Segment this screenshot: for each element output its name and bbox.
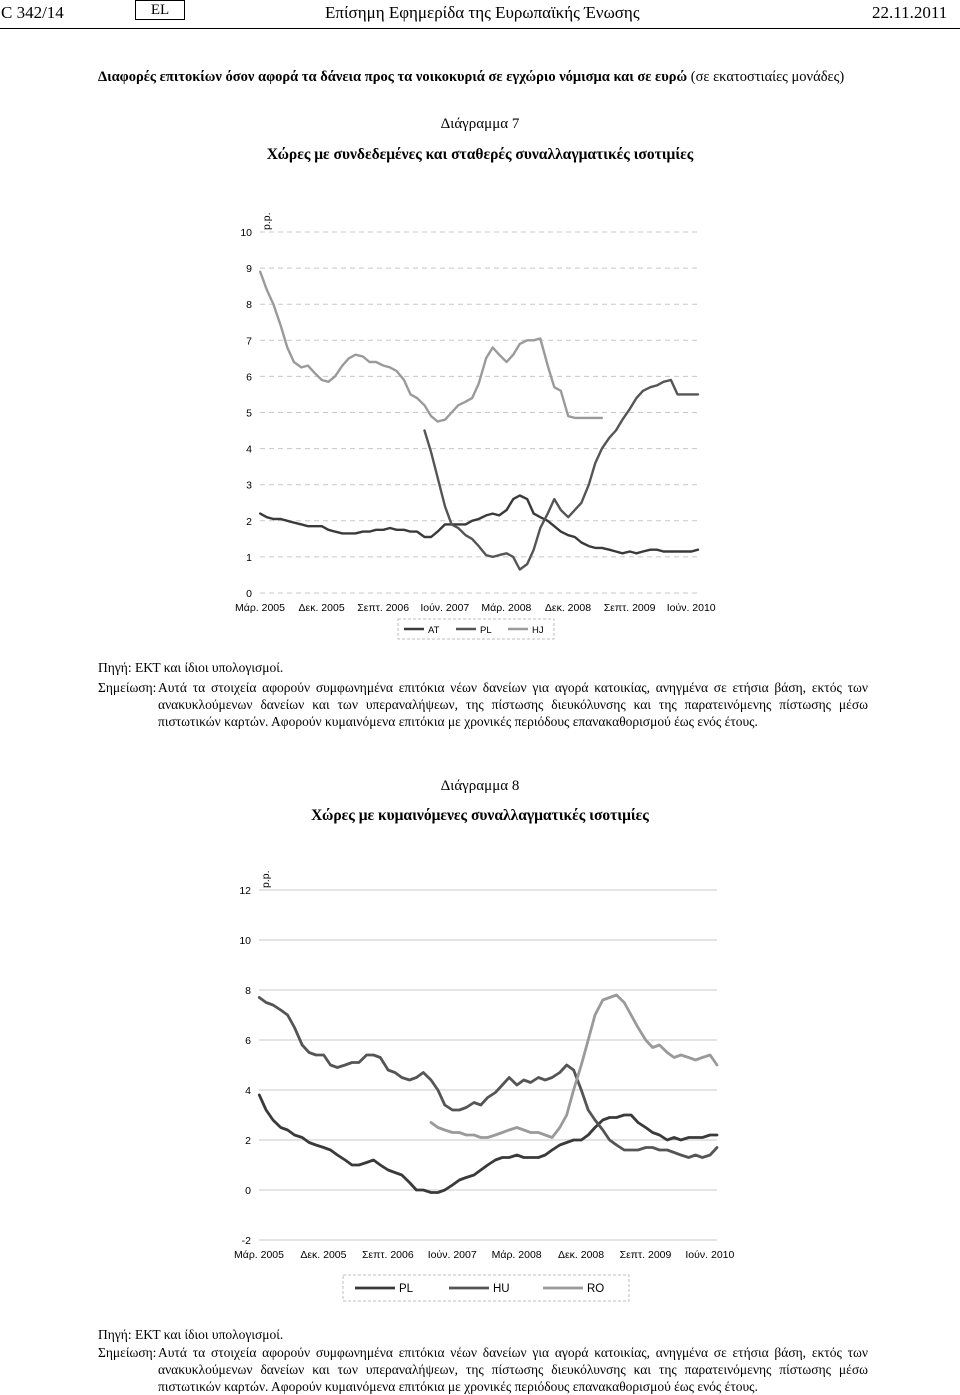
x-tick-label: Δεκ. 2008 [557, 1249, 605, 1261]
y-tick-label: 8 [245, 985, 251, 997]
y-tick-label: 10 [239, 935, 251, 947]
header-rule [0, 28, 960, 29]
y-tick-label: 0 [246, 588, 252, 600]
journal-series: C 342/14 [1, 3, 64, 22]
y-tick-label: 1 [246, 551, 252, 564]
y-tick-label: 9 [246, 263, 252, 276]
series-line-hj [260, 272, 602, 422]
chart1-note-label: Σημείωση: [98, 680, 157, 695]
y-tick-label: 4 [246, 443, 252, 456]
chart2-source: Πηγή: ΕΚΤ και ίδιοι υπολογισμοί. [98, 1327, 284, 1342]
legend-label-pl: PL [480, 625, 492, 636]
legend-label-ro: RO [587, 1283, 605, 1295]
journal-title: Επίσημη Εφημερίδα της Ευρωπαϊκής Ένωσης [325, 3, 640, 22]
x-tick-label: Δεκ. 2005 [298, 602, 345, 614]
x-tick-label: Μάρ. 2005 [234, 1249, 284, 1261]
x-tick-label: Σεπτ. 2006 [361, 1249, 414, 1261]
legend-label-at: AT [428, 625, 440, 636]
x-tick-label: Ιούν. 2010 [685, 1249, 735, 1261]
legend-label-hj: HJ [532, 625, 544, 636]
y-tick-label: 4 [245, 1085, 251, 1097]
x-tick-label: Μάρ. 2008 [481, 602, 532, 614]
x-tick-label: Σεπτ. 2006 [357, 602, 410, 614]
x-tick-label: Σεπτ. 2009 [619, 1249, 672, 1261]
x-tick-label: Δεκ. 2005 [300, 1249, 347, 1261]
chart2-note-label: Σημείωση: [98, 1345, 157, 1360]
series-line-at [260, 496, 698, 554]
language-box: EL [135, 0, 185, 20]
y-tick-label: 7 [246, 335, 252, 348]
chart1-note-text: Αυτά τα στοιχεία αφορούν συμφωνημένα επιτόκια νέων δανείων για αγορά κατοικίας, ανηγμένα σε ετήσια βάση, εκτός των ανακυκλούμενων δανείων και των υπεραναλήψεων, της πίστωσης διευκόλυνσης και της παρατεινόμενης πίστωσης μέσω πιστωτικών καρτών. Αφορούν κυμαινόμενα επιτόκια με χρονικές περιόδους επανακαθορισμού έως ενός έτους. [158, 680, 868, 729]
y-tick-label: 2 [246, 515, 252, 528]
y-tick-label: 5 [246, 407, 252, 420]
y-tick-label: 8 [246, 299, 252, 312]
x-tick-label: Μάρ. 2005 [235, 602, 285, 614]
intro-rest: (σε εκατοστιαίες μονάδες) [690, 69, 845, 85]
chart2-note [98, 1344, 868, 1394]
y-tick-label: 10 [240, 227, 252, 239]
chart1-source: Πηγή: ΕΚΤ και ίδιοι υπολογισμοί. [98, 660, 284, 675]
y-axis-label: p.p. [260, 870, 272, 888]
chart1-svg [230, 205, 716, 645]
y-tick-label: 2 [245, 1135, 251, 1147]
series-line-pl [259, 1095, 717, 1193]
chart1-number: Διάγραμμα 7 [440, 116, 520, 132]
chart2-svg [225, 860, 735, 1305]
y-tick-label: 12 [239, 885, 251, 897]
y-tick-label: 6 [246, 371, 252, 384]
x-tick-label: Σεπτ. 2009 [603, 602, 656, 614]
x-tick-label: Δεκ. 2008 [544, 602, 592, 614]
chart2-heading: Χώρες με κυμαινόμενες συναλλαγματικές ισοτιμίες [311, 807, 649, 824]
chart2-number: Διάγραμμα 8 [440, 778, 520, 794]
intro-bold: Διαφορές επιτοκίων όσον αφορά τα δάνεια προς τα νοικοκυριά σε εγχώριο νόμισμα και σε ευρώ [98, 69, 688, 85]
chart2-note-text: Αυτά τα στοιχεία αφορούν συμφωνημένα επιτόκια νέων δανείων για αγορά κατοικίας, ανηγμένα σε ετήσια βάση, εκτός των ανακυκλούμενων δανείων και των υπεραναλήψεων, της πίστωσης διευκόλυνσης και της παρατεινόμενης πίστωσης μέσω πιστωτικών καρτών. Αφορούν κυμαινόμενα επιτόκια με χρονικές περιόδους επανακαθορισμού έως ενός έτους. [158, 1345, 868, 1394]
x-tick-label: Ιούν. 2007 [427, 1249, 477, 1261]
intro-text [98, 68, 868, 87]
series-line-hu [259, 998, 717, 1158]
journal-date: 22.11.2011 [872, 3, 948, 22]
y-tick-label: 3 [246, 479, 252, 492]
series-line-ro [431, 995, 717, 1138]
y-tick-label: -2 [241, 1235, 251, 1247]
y-tick-label: 0 [245, 1185, 251, 1197]
legend-label-hu: HU [493, 1283, 510, 1295]
x-tick-label: Ιούν. 2007 [420, 602, 470, 614]
x-tick-label: Ιούν. 2010 [666, 602, 716, 614]
legend-label-pl: PL [399, 1283, 414, 1295]
y-tick-label: 6 [245, 1035, 251, 1047]
x-tick-label: Μάρ. 2008 [491, 1249, 542, 1261]
chart1-heading: Χώρες με συνδεδεμένες και σταθερές συναλλαγματικές ισοτιμίες [266, 146, 694, 163]
series-line-pl [425, 380, 699, 570]
y-axis-label: p.p. [261, 212, 273, 230]
chart1-note [98, 679, 868, 749]
